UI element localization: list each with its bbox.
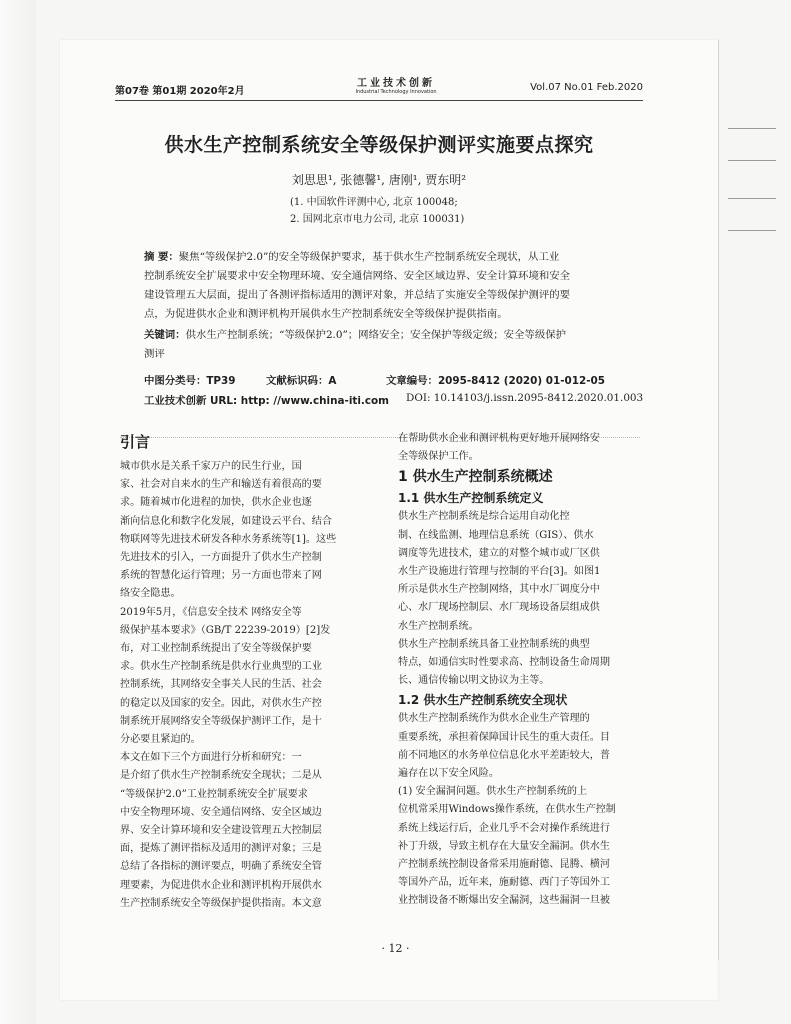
journal-name-cn: 工业技术创新 <box>357 78 435 89</box>
page-number: · 12 · <box>381 942 410 955</box>
body-line: 面，提炼了测评指标及适用的测评对象；三是 <box>120 843 322 855</box>
body-line: (1) 安全漏洞问题。供水生产控制系统的上 <box>398 786 588 798</box>
body-line: 心、水厂现场控制层、水厂现场设备层组成供 <box>398 602 600 614</box>
abstract <box>144 248 634 324</box>
body-line: 重要系统，承担着保障国计民生的重大责任。目 <box>398 731 610 743</box>
body-line: 补丁升级，导致主机存在大量安全漏洞。供水生 <box>398 840 610 852</box>
body-line: 理要素，为促进供水企业和测评机构开展供水 <box>120 879 322 891</box>
body-line: 制系统开展网络安全等级保护测评工作，是十 <box>120 715 322 727</box>
article-number: 文章编号：2095-8412 (2020) 01-012-05 <box>386 375 605 387</box>
body-line: 系统上线运行后，企业几乎不会对操作系统进行 <box>398 822 610 834</box>
scan-edge <box>0 0 36 1024</box>
body-line: 界、安全计算环境和安全建设管理五大控制层 <box>120 825 322 837</box>
keywords-line: 测评 <box>144 348 165 360</box>
section-1-2-heading: 1.2 供水生产控制系统安全现状 <box>398 693 568 708</box>
body-line: 遍存在以下安全风险。 <box>398 768 499 780</box>
affiliation-1: (1. 中国软件评测中心, 北京 100048; <box>290 197 458 208</box>
body-line: 家、社会对自来水的生产和输送有着很高的要 <box>120 479 322 491</box>
running-header <box>115 74 643 101</box>
body-line: 生产控制系统安全等级保护提供指南。本文意 <box>120 897 322 909</box>
body-line: 络安全隐患。 <box>120 588 181 600</box>
abstract-line: 控制系统安全扩展要求中安全物理环境、安全通信网络、安全区域边界、安全计算环境和安全 <box>144 270 571 282</box>
intro-heading: 引言 <box>120 433 151 451</box>
body-line: 渐向信息化和数字化发展，如建设云平台、结合 <box>120 515 332 527</box>
affiliation-2: 2. 国网北京市电力公司, 北京 100031) <box>290 214 465 225</box>
document-code: 文献标识码：A <box>266 375 337 387</box>
clc-number: 中图分类号：TP39 <box>144 375 236 387</box>
body-line: 全等级保护工作。 <box>398 451 479 463</box>
body-line: 长、通信传输以明文协议为主等。 <box>398 675 550 687</box>
right-column <box>398 430 650 911</box>
body-line: 特点，如通信实时性要求高、控制设备生命周期 <box>398 657 610 669</box>
body-line: 城市供水是关系千家万户的民生行业，国 <box>120 461 302 472</box>
body-line: 在帮助供水企业和测评机构更好地开展网络安 <box>398 433 600 444</box>
section-1-1-heading: 1.1 供水生产控制系统定义 <box>398 491 544 506</box>
body-line: 供水生产控制系统是综合运用自动化控 <box>398 511 570 523</box>
url-doi-row <box>144 392 644 407</box>
body-line: 业控制设备不断爆出安全漏洞，这些漏洞一旦被 <box>398 895 610 907</box>
body-line: 供水生产控制系统具备工业控制系统的典型 <box>398 638 590 650</box>
body-line: 总结了各指标的测评要点，明确了系统安全管 <box>120 861 322 873</box>
body-line: 供水生产控制系统作为供水企业生产管理的 <box>398 713 590 725</box>
volume-info: Vol.07 No.01 Feb.2020 <box>530 82 643 93</box>
body-line: 先进技术的引入，一方面提升了供水生产控制 <box>120 552 322 564</box>
body-line: 位机常采用Windows操作系统，在供水生产控制 <box>398 804 616 816</box>
abstract-label: 摘 要： <box>144 251 179 263</box>
body-line: 分必要且紧迫的。 <box>120 734 201 746</box>
body-line: 调度等先进技术，建立的对整个城市或厂区供 <box>398 547 600 559</box>
body-line: 的稳定以及国家的安全。因此，对供水生产控 <box>120 697 322 709</box>
keywords-line: 供水生产控制系统；“等级保护2.0”；网络安全；安全保护等级定级；安全等级保护 <box>185 329 566 341</box>
body-line: 水生产设施进行管理与控制的平台[3]。如图1 <box>398 566 601 578</box>
facing-page-edge <box>720 0 791 1024</box>
body-line: 产控制系统控制设备常采用施耐德、昆腾、横河 <box>398 859 610 871</box>
keywords-label: 关键词： <box>144 329 186 341</box>
page-edge-line <box>718 40 719 960</box>
journal-name-en: Industrial Technology Innovation <box>355 89 437 95</box>
abstract-line: 建设管理五大层面，提出了各测评指标适用的测评对象，并总结了实施安全等级保护测评的要 <box>144 289 571 301</box>
body-line: 控制系统，其网络安全事关人民的生活、社会 <box>120 679 322 691</box>
body-line: 物联网等先进技术研发各种水务系统等[1]。这些 <box>120 533 337 545</box>
journal-name <box>331 74 461 95</box>
abstract-line: 点，为促进供水企业和测评机构开展供水生产控制系统安全等级保护提供指南。 <box>144 308 508 320</box>
article-title: 供水生产控制系统安全等级保护测评实施要点探究 <box>164 134 594 156</box>
left-column <box>120 430 372 913</box>
issue-info: 第07卷 第01期 2020年2月 <box>115 86 245 97</box>
section-1-heading: 1 供水生产控制系统概述 <box>398 469 553 486</box>
body-line: 中安全物理环境、安全通信网络、安全区域边 <box>120 806 322 818</box>
body-line: 制、在线监测、地理信息系统（GIS）、供水 <box>398 529 594 541</box>
body-line: 等国外产品，近年来，施耐德、西门子等国外工 <box>398 877 610 889</box>
doi: DOI: 10.14103/j.issn.2095-8412.2020.01.003 <box>406 392 644 404</box>
classification-row <box>144 372 634 387</box>
body-line: 所示是供水生产控制网络，其中水厂调度分中 <box>398 584 600 596</box>
author-list: 刘思思¹, 张德馨¹, 唐刚¹, 贾东明² <box>291 173 467 187</box>
body-line: 求。供水生产控制系统是供水行业典型的工业 <box>120 661 322 673</box>
abstract-line: 聚焦“等级保护2.0”的安全等级保护要求，基于供水生产控制系统安全现状，从工业 <box>178 251 560 263</box>
body-line: 是介绍了供水生产控制系统安全现状；二是从 <box>120 770 322 782</box>
body-line: “等级保护2.0”工业控制系统安全扩展要求 <box>120 788 308 800</box>
body-line: 级保护基本要求》（GB/T 22239-2019）[2]发 <box>120 624 331 636</box>
body-line: 求。随着城市化进程的加快，供水企业也逐 <box>120 497 312 509</box>
body-line: 2019年5月，《信息安全技术 网络安全等 <box>120 606 302 618</box>
body-line: 前不同地区的水务单位信息化水平差距较大，普 <box>398 749 610 761</box>
keywords <box>144 326 634 364</box>
journal-url: 工业技术创新 URL: http: //www.china-iti.com <box>144 395 390 407</box>
body-line: 本文在如下三个方面进行分析和研究：一 <box>120 752 302 764</box>
body-line: 布，对工业控制系统提出了安全等级保护要 <box>120 643 312 655</box>
body-line: 系统的智慧化运行管理；另一方面也带来了网 <box>120 570 322 582</box>
body-line: 水生产控制系统。 <box>398 620 479 632</box>
